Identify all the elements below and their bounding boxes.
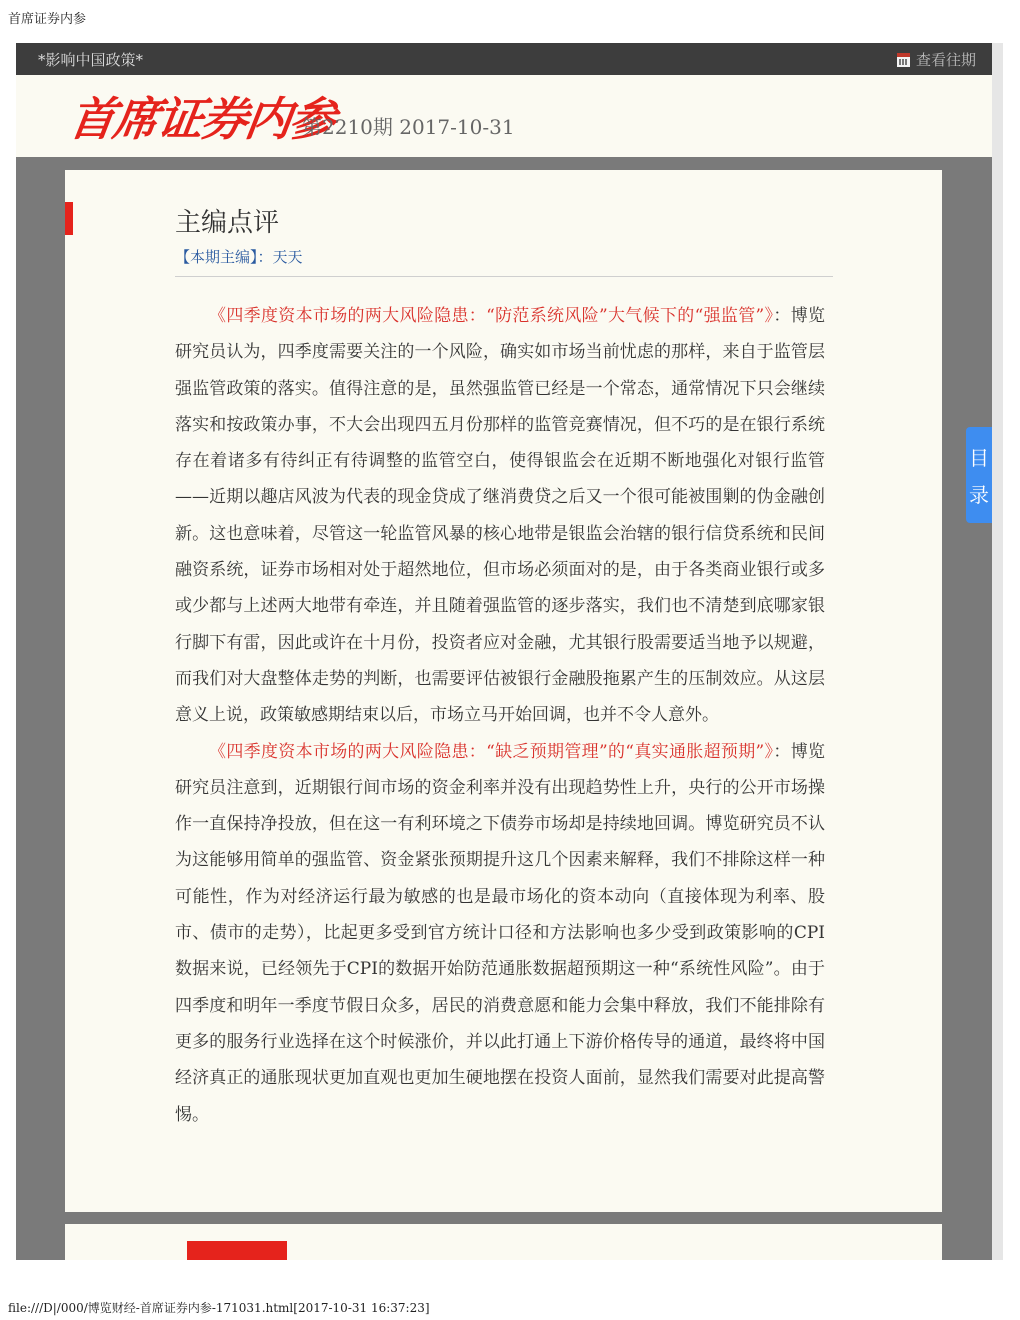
- editor-line: [175, 246, 303, 267]
- editor-name[interactable]: 天天: [272, 248, 303, 266]
- section-title: 主编点评: [175, 208, 280, 238]
- divider: [175, 276, 833, 277]
- document-title: 首席证券内参: [8, 12, 87, 27]
- paragraph-text: ：博览研究员认为，四季度需要关注的一个风险，确实如市场当前忧虑的那样，来自于监管层强监管政策的落实。值得注意的是，虽然强监管已经是一个常态，通常情况下只会继续落实和按政策办事，不大会出现四五月份那样的监管竞赛情况，但不巧的是在银行系统存在着诸多有待纠正有待调整的监管空白，使得银监会在近期不断地强化对银行监管——近期以趣店风波为代表的现金贷成了继消费贷之后又一个很可能被围剿的伪金融创新。这也意味着，尽管这一轮监管风暴的核心地带是银监会治辖的银行信贷系统和民间融资系统，证券市场相对处于超然地位，但市场必须面对的是，由于各类商业银行或多或少都与上述两大地带有牵连，并且随着强监管的逐步落实，我们也不清楚到底哪家银行脚下有雷，因此或许在十月份，投资者应对金融，尤其银行股需要适当地予以规避，而我们对大盘整体走势的判断，也需要评估被银行金融股拖累产生的压制效应。从这层意义上说，政策敏感期结束以后，市场立马开始回调，也并不令人意外。: [175, 306, 826, 726]
- article-headline-link[interactable]: 《四季度资本市场的两大风险隐患：“防范系统风险”大气候下的“强监管”》: [209, 306, 774, 326]
- next-article-card: [65, 1224, 942, 1260]
- article-paragraph: [175, 734, 825, 1133]
- slogan: *影响中国政策*: [38, 51, 144, 69]
- masthead: [16, 75, 992, 157]
- article-paragraph: [175, 298, 825, 734]
- view-history-label: 查看往期: [915, 51, 976, 69]
- issue-number: 第2210期 2017-10-31: [302, 115, 515, 139]
- editor-label: 【本期主编】：: [175, 248, 273, 266]
- calendar-icon: [897, 53, 910, 67]
- top-bar: [16, 43, 992, 75]
- logo: 首席证券内参: [65, 92, 338, 146]
- file-path-footer: file:///D|/000/博览财经-首席证券内参-171031.html[2017-10-31 16:37:23]: [8, 1301, 430, 1315]
- section-marker: [65, 202, 73, 235]
- article-headline-link[interactable]: 《四季度资本市场的两大风险隐患：“缺乏预期管理”的“真实通胀超预期”》: [209, 741, 774, 762]
- paragraph-text: ：博览研究员注意到，近期银行间市场的资金利率并没有出现趋势性上升，央行的公开市场操作一直保持净投放，但在这一有利环境之下债券市场却是持续地回调。博览研究员不认为这能够用简单的强监管、资金紧张预期提升这几个因素来解释，我们不排除这样一种可能性，作为对经济运行最为敏感的也是最市场化的资本动向（直接体现为利率、股市、债市的走势），比起更多受到官方统计口径和方法影响也多少受到政策影响的CPI数据来说，已经领先于CPI的数据开始防范通胀数据超预期这一种“系统性风险”。由于四季度和明年一季度节假日众多，居民的消费意愿和能力会集中释放，我们不能排除有更多的服务行业选择在这个时候涨价，并以此打通上下游价格传导的通道，最终将中国经济真正的通胀现状更加直观也更加生硬地摆在投资人面前，显然我们需要对此提高警惕。: [175, 741, 826, 1125]
- article-card: [65, 170, 942, 1212]
- scrollbar[interactable]: [992, 43, 1003, 1260]
- article-body: [175, 298, 825, 1133]
- toc-char: 目: [969, 446, 989, 470]
- view-history-link[interactable]: [897, 49, 976, 70]
- toc-char: 录: [969, 483, 989, 507]
- next-section-marker: [187, 1241, 287, 1260]
- toc-button[interactable]: [966, 427, 992, 523]
- page-frame: [16, 43, 1003, 1260]
